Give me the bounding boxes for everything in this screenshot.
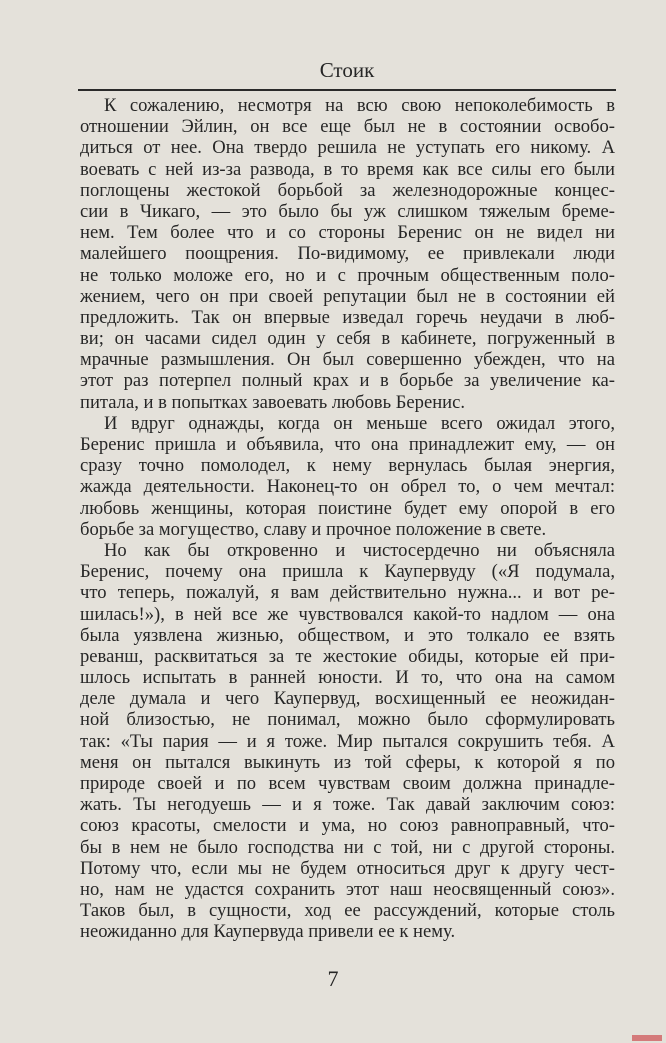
text-line: диться от нее. Она твердо решила не уступать его никому. А — [80, 137, 615, 159]
text-line: Но как бы откровенно и чистосердечно ни объясняла — [104, 539, 615, 561]
text-line: воевать с ней из-за развода, в то время как все силы его были — [80, 158, 615, 180]
text-line: так: «Ты пария — и я тоже. Мир пытался сокрушить тебя. А — [80, 730, 615, 752]
text-line: не только моложе его, но и с прочным общественным поло- — [80, 264, 615, 286]
text-line: Беренис пришла и объявила, что она принадлежит ему, — он — [80, 434, 615, 455]
text-line: бы в нем не было господства ни с той, ни с другой стороны. — [80, 836, 615, 858]
paragraph — [80, 540, 615, 943]
text-line: Беренис, почему она пришла к Каупервуду («Я подумала, — [80, 561, 615, 583]
text-line: поглощены жестокой борьбой за железнодорожные концес- — [80, 179, 615, 201]
text-line: предложить. Так он впервые изведал горечь неудачи в люб- — [80, 306, 615, 328]
header-rule — [78, 89, 616, 91]
text-line: сии в Чикаго, — это было бы уж слишком тяжелым бреме- — [80, 200, 615, 222]
text-line: малейшего поощрения. По-видимому, ее привлекали люди — [80, 243, 615, 265]
text-line: отношении Эйлин, он все еще был не в состоянии освобо- — [80, 116, 615, 138]
text-line: реванш, расквитаться за те жестокие обиды, которые ей при- — [80, 645, 615, 667]
text-line: И вдруг однажды, когда он меньше всего ожидал этого, — [104, 412, 615, 434]
text-line: питала, и в попытках завоевать любовь Беренис. — [80, 391, 465, 413]
text-line: союз красоты, смелости и ума, но союз равноправный, что- — [80, 815, 615, 837]
text-line: этот раз потерпел полный крах и в борьбе за увеличение ка- — [80, 370, 615, 392]
text-line: шлось испытать в ранней юности. И то, что она на самом — [80, 667, 615, 689]
text-line: ви; он часами сидел один у себя в кабинете, погруженный в — [80, 328, 615, 350]
text-line: ной близостью, не понимал, можно было сформулировать — [80, 709, 615, 731]
text-line: любовь женщины, которая поистине будет ему опорой в его — [80, 497, 615, 519]
text-line: жением, чего он при своей репутации был не в состоянии ей — [80, 285, 615, 307]
text-line: что теперь, пожалуй, я вам действительно нужна... и вот ре- — [80, 582, 615, 604]
running-header: Стоик — [319, 58, 375, 82]
text-line: природе своей и по всем чувствам своим должна принадле- — [80, 773, 615, 794]
text-line: неожиданно для Каупервуда привели ее к нему. — [80, 921, 456, 943]
page-body — [80, 95, 615, 943]
text-line: была уязвлена жизнью, обществом, и это толкало ее взять — [80, 624, 615, 646]
text-line: мрачные размышления. Он был совершенно убежден, что на — [80, 349, 615, 371]
text-line: Таков был, в сущности, ход ее рассуждений, которые столь — [80, 900, 615, 922]
text-line: сразу точно помолодел, к нему вернулась былая энергия, — [80, 455, 615, 477]
text-line: борьбе за могущество, славу и прочное положение в свете. — [80, 518, 547, 540]
text-line: жать. Ты негодуешь — и я тоже. Так давай заключим союз: — [80, 794, 615, 816]
scan-mark — [632, 1035, 662, 1041]
paragraph — [80, 413, 615, 540]
text-line: но, нам не удастся сохранить этот наш неосвященный союз». — [80, 878, 615, 900]
text-line: нем. Тем более что и со стороны Беренис он не видел ни — [80, 222, 615, 244]
text-line: деле думала и чего Каупервуд, восхищенный ее неожидан- — [80, 688, 615, 710]
text-line: К сожалению, несмотря на всю свою непоколебимость в — [104, 95, 615, 116]
page-number: 7 — [327, 966, 339, 991]
paragraph — [80, 95, 615, 413]
text-line: шилась!»), в ней все же чувствовался какой-то надлом — она — [80, 603, 615, 625]
text-line: меня он пытался выкинуть из той сферы, к которой я по — [80, 751, 615, 773]
text-line: Потому что, если мы не будем относиться друг к другу чест- — [80, 857, 615, 879]
text-line: жажда деятельности. Наконец-то он обрел то, о чем мечтал: — [80, 476, 615, 498]
